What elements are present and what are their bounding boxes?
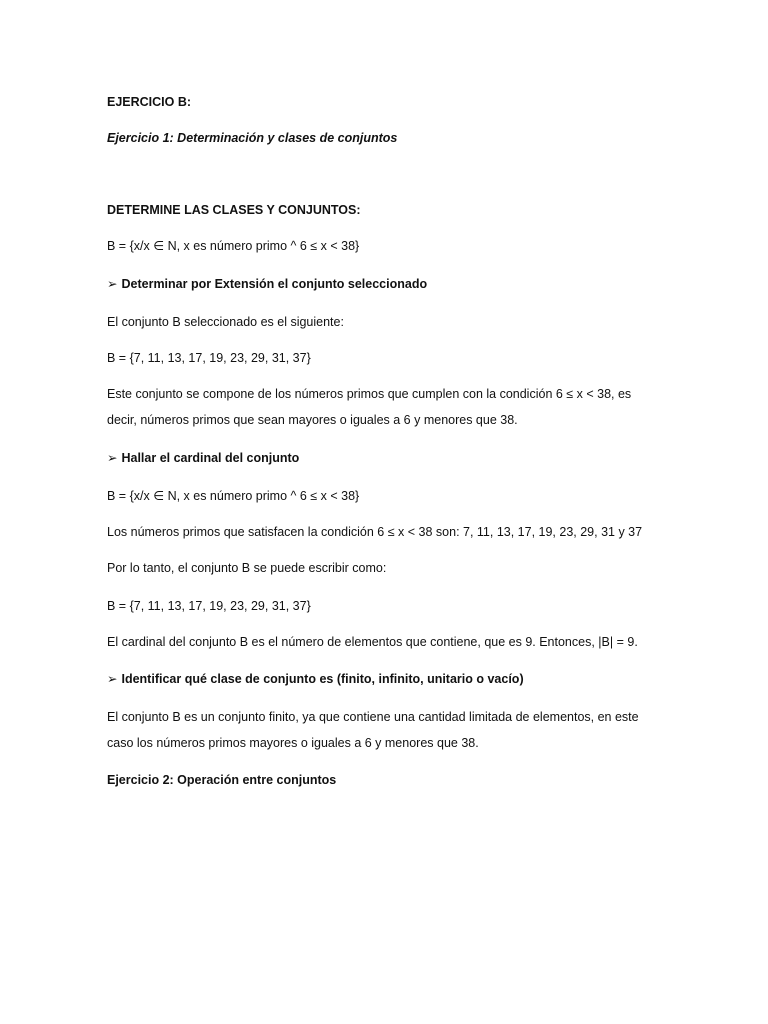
bullet-3 — [107, 671, 667, 687]
therefore-statement: Por lo tanto, el conjunto B se puede escribir como: — [107, 561, 387, 575]
exercise2-title: Ejercicio 2: Operación entre conjuntos — [107, 773, 337, 787]
exercise1-title: Ejercicio 1: Determinación y clases de conjuntos — [107, 131, 398, 145]
explanation-line-1: Este conjunto se compone de los números primos que cumplen con la condición 6 ≤ x < 38, es — [107, 387, 632, 401]
finite-line-2: caso los números primos mayores o iguales a 6 y menores que 38. — [107, 736, 479, 750]
bullet-2-text: Hallar el cardinal del conjunto — [121, 451, 300, 465]
bullet-1-text: Determinar por Extensión el conjunto seleccionado — [121, 277, 428, 291]
bullet-arrow-icon: ➢ — [107, 672, 118, 686]
bullet-2 — [107, 450, 667, 466]
bullet-arrow-icon: ➢ — [107, 451, 118, 465]
heading: EJERCICIO B: — [107, 95, 192, 109]
selected-set-intro: El conjunto B seleccionado es el siguiente: — [107, 315, 344, 329]
set-definition-1: B = {x/x ∈ N, x es número primo ^ 6 ≤ x < 38} — [107, 239, 360, 253]
bullet-arrow-icon: ➢ — [107, 277, 118, 291]
set-extension-2: B = {7, 11, 13, 17, 19, 23, 29, 31, 37} — [107, 599, 311, 613]
finite-line-1: El conjunto B es un conjunto finito, ya que contiene una cantidad limitada de elementos, en este — [107, 710, 639, 724]
section-title: DETERMINE LAS CLASES Y CONJUNTOS: — [107, 203, 361, 217]
set-definition-2: B = {x/x ∈ N, x es número primo ^ 6 ≤ x < 38} — [107, 489, 360, 503]
bullet-3-text: Identificar qué clase de conjunto es (finito, infinito, unitario o vacío) — [121, 672, 524, 686]
set-extension-1: B = {7, 11, 13, 17, 19, 23, 29, 31, 37} — [107, 351, 311, 365]
explanation-line-2: decir, números primos que sean mayores o iguales a 6 y menores que 38. — [107, 413, 518, 427]
primes-statement: Los números primos que satisfacen la condición 6 ≤ x < 38 son: 7, 11, 13, 17, 19, 23, 29, 31 y 37 — [107, 525, 643, 539]
bullet-1 — [107, 276, 667, 292]
cardinal-statement: El cardinal del conjunto B es el número de elementos que contiene, que es 9. Entonces, |B| = 9. — [107, 635, 638, 649]
